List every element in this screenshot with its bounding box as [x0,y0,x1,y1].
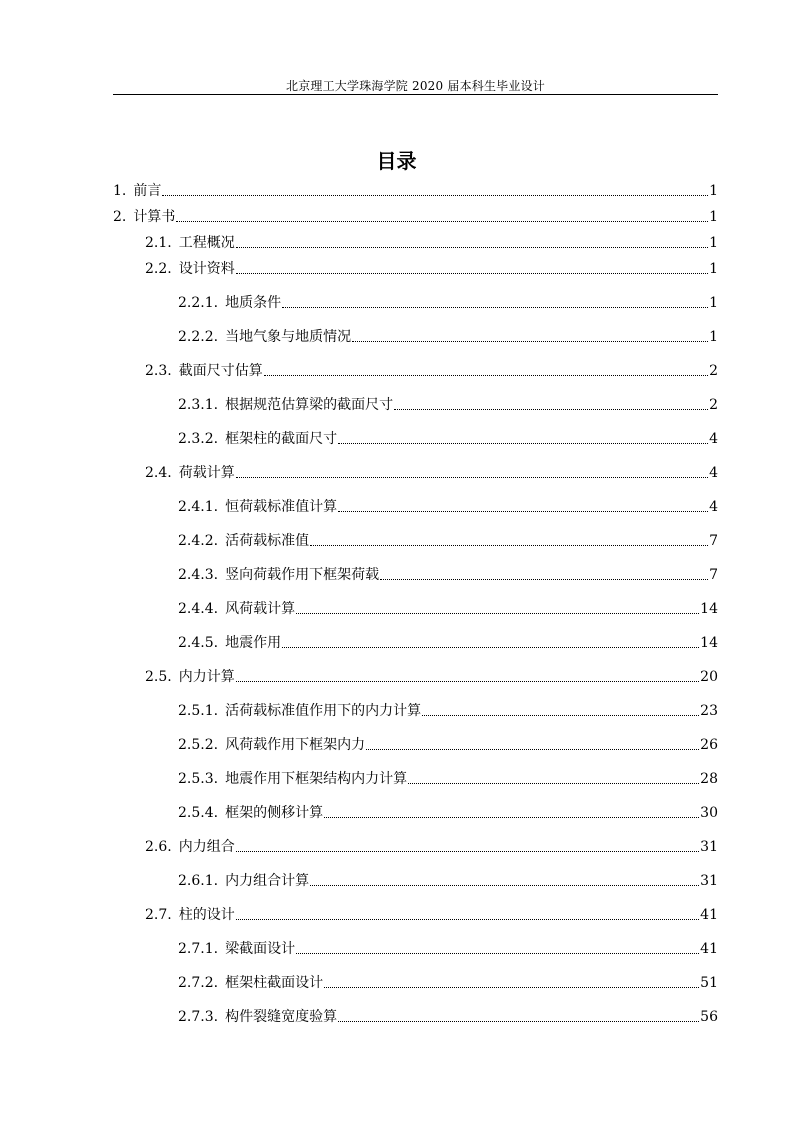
toc-entry-number: 2.3.2. [178,431,219,447]
toc-entry-label: 前言 [133,183,162,199]
toc-entry-label: 地震作用 [225,635,282,651]
toc-entry-label: 地质条件 [225,295,282,311]
toc-entry[interactable] [178,496,718,516]
toc-entry-number: 2.4.5. [178,635,219,651]
toc-dot-leader [236,247,708,248]
toc-entry-number: 2.2. [145,261,172,277]
toc-entry-page: 14 [700,635,718,651]
toc-entry-number: 2.4.4. [178,601,219,617]
toc-entry[interactable] [113,206,718,226]
toc-dot-leader [338,443,708,444]
toc-entry-number: 2.3. [145,363,172,379]
toc-entry[interactable] [145,462,718,482]
toc-entry-page: 26 [700,737,718,753]
toc-entry-number: 1. [113,183,127,199]
toc-entry-number: 2.2.1. [178,295,219,311]
toc-entry-number: 2.3.1. [178,397,219,413]
toc-entry[interactable] [178,768,718,788]
toc-entry[interactable] [178,292,718,312]
toc-entry-number: 2.5.3. [178,771,219,787]
toc-entry-number: 2.2.2. [178,329,219,345]
toc-entry-page: 7 [709,533,718,549]
toc-entry[interactable] [113,180,718,200]
toc-entry-label: 根据规范估算梁的截面尺寸 [225,397,394,413]
toc-entry-page: 4 [709,499,718,515]
toc-entry-page: 2 [709,363,718,379]
toc-entry[interactable] [178,564,718,584]
toc-entry-page: 1 [709,295,718,311]
toc-entry[interactable] [178,598,718,618]
toc-entry[interactable] [145,360,718,380]
toc-dot-leader [380,579,708,580]
toc-entry-label: 竖向荷载作用下框架荷载 [225,567,380,583]
toc-entry-label: 计算书 [133,209,176,225]
toc-entry[interactable] [178,700,718,720]
toc-entry-page: 4 [709,465,718,481]
toc-entry-label: 构件裂缝宽度验算 [225,1009,338,1025]
toc-entry-page: 4 [709,431,718,447]
toc-dot-leader [296,613,699,614]
toc-entry-label: 内力组合计算 [225,873,310,889]
toc-entry[interactable] [178,1006,718,1026]
toc-entry[interactable] [178,530,718,550]
toc-entry-label: 框架的侧移计算 [225,805,324,821]
toc-entry-page: 20 [700,669,718,685]
toc-dot-leader [236,273,708,274]
toc-dot-leader [352,341,708,342]
toc-entry-page: 31 [700,873,718,889]
toc-entry-number: 2.1. [145,235,172,251]
toc-entry-page: 7 [709,567,718,583]
toc-entry[interactable] [145,904,718,924]
toc-entry[interactable] [145,258,718,278]
toc-entry-label: 地震作用下框架结构内力计算 [225,771,408,787]
toc-entry-page: 28 [700,771,718,787]
toc-entry-page: 41 [700,941,718,957]
toc-entry-page: 1 [709,261,718,277]
toc-entry-label: 框架柱截面设计 [225,975,324,991]
toc-entry[interactable] [178,938,718,958]
toc-entry[interactable] [178,870,718,890]
toc-entry-number: 2.7. [145,907,172,923]
toc-dot-leader [236,477,708,478]
toc-dot-leader [296,953,699,954]
toc-entry[interactable] [178,632,718,652]
toc-entry-label: 截面尺寸估算 [178,363,263,379]
toc-dot-leader [324,987,699,988]
toc-entry-page: 31 [700,839,718,855]
toc-entry-number: 2. [113,209,127,225]
toc-entry-page: 41 [700,907,718,923]
toc-entry-page: 51 [700,975,718,991]
toc-entry-label: 内力计算 [178,669,235,685]
toc-entry-page: 14 [700,601,718,617]
toc-entry[interactable] [145,836,718,856]
toc-entry-number: 2.7.3. [178,1009,219,1025]
toc-entry-label: 荷载计算 [178,465,235,481]
toc-entry-number: 2.6.1. [178,873,219,889]
toc-entry-number: 2.5.4. [178,805,219,821]
toc-entry-number: 2.4.2. [178,533,219,549]
toc-entry-label: 梁截面设计 [225,941,296,957]
toc-entry-label: 活荷载标准值作用下的内力计算 [225,703,422,719]
toc-dot-leader [310,545,708,546]
toc-entry-page: 1 [709,209,718,225]
toc-entry-label: 框架柱的截面尺寸 [225,431,338,447]
toc-entry-label: 柱的设计 [178,907,235,923]
toc-entry-label: 工程概况 [178,235,235,251]
toc-dot-leader [236,851,699,852]
toc-entry-number: 2.6. [145,839,172,855]
toc-entry-number: 2.7.1. [178,941,219,957]
toc-dot-leader [282,647,699,648]
toc-dot-leader [338,1021,699,1022]
toc-entry[interactable] [145,666,718,686]
toc-entry-page: 2 [709,397,718,413]
toc-dot-leader [264,375,708,376]
toc-entry-number: 2.7.2. [178,975,219,991]
toc-entry-page: 23 [700,703,718,719]
toc-entry[interactable] [178,394,718,414]
toc-entry-page: 1 [709,329,718,345]
toc-dot-leader [394,409,708,410]
toc-entry-page: 1 [709,235,718,251]
toc-entry-label: 活荷载标准值 [225,533,310,549]
toc-entry-number: 2.4.3. [178,567,219,583]
toc-entry-number: 2.5.1. [178,703,219,719]
toc-entry-label: 当地气象与地质情况 [225,329,352,345]
toc-dot-leader [310,885,699,886]
toc-entry-page: 56 [700,1009,718,1025]
toc-entry-number: 2.4.1. [178,499,219,515]
toc-entry-number: 2.4. [145,465,172,481]
toc-dot-leader [324,817,699,818]
toc-entry[interactable] [178,734,718,754]
toc-entry[interactable] [178,428,718,448]
toc-entry-page: 30 [700,805,718,821]
toc-dot-leader [422,715,699,716]
toc-entry-label: 设计资料 [178,261,235,277]
toc-entry-label: 恒荷载标准值计算 [225,499,338,515]
toc-dot-leader [338,511,708,512]
toc-entry-page: 1 [709,183,718,199]
toc-dot-leader [236,681,699,682]
toc-dot-leader [408,783,699,784]
toc-dot-leader [366,749,699,750]
toc-entry-label: 内力组合 [178,839,235,855]
toc-dot-leader [282,307,708,308]
toc-dot-leader [236,919,699,920]
toc-entry-label: 风荷载作用下框架内力 [225,737,366,753]
toc-dot-leader [176,221,708,222]
toc-entry-number: 2.5.2. [178,737,219,753]
toc-entry[interactable] [178,802,718,822]
toc-entry[interactable] [178,326,718,346]
toc-entry[interactable] [145,232,718,252]
toc-entry[interactable] [178,972,718,992]
toc-entry-label: 风荷载计算 [225,601,296,617]
toc-dot-leader [162,195,708,196]
running-header: 北京理工大学珠海学院 2020 届本科生毕业设计 [286,79,545,93]
toc-title: 目录 [376,149,417,173]
toc-entry-number: 2.5. [145,669,172,685]
